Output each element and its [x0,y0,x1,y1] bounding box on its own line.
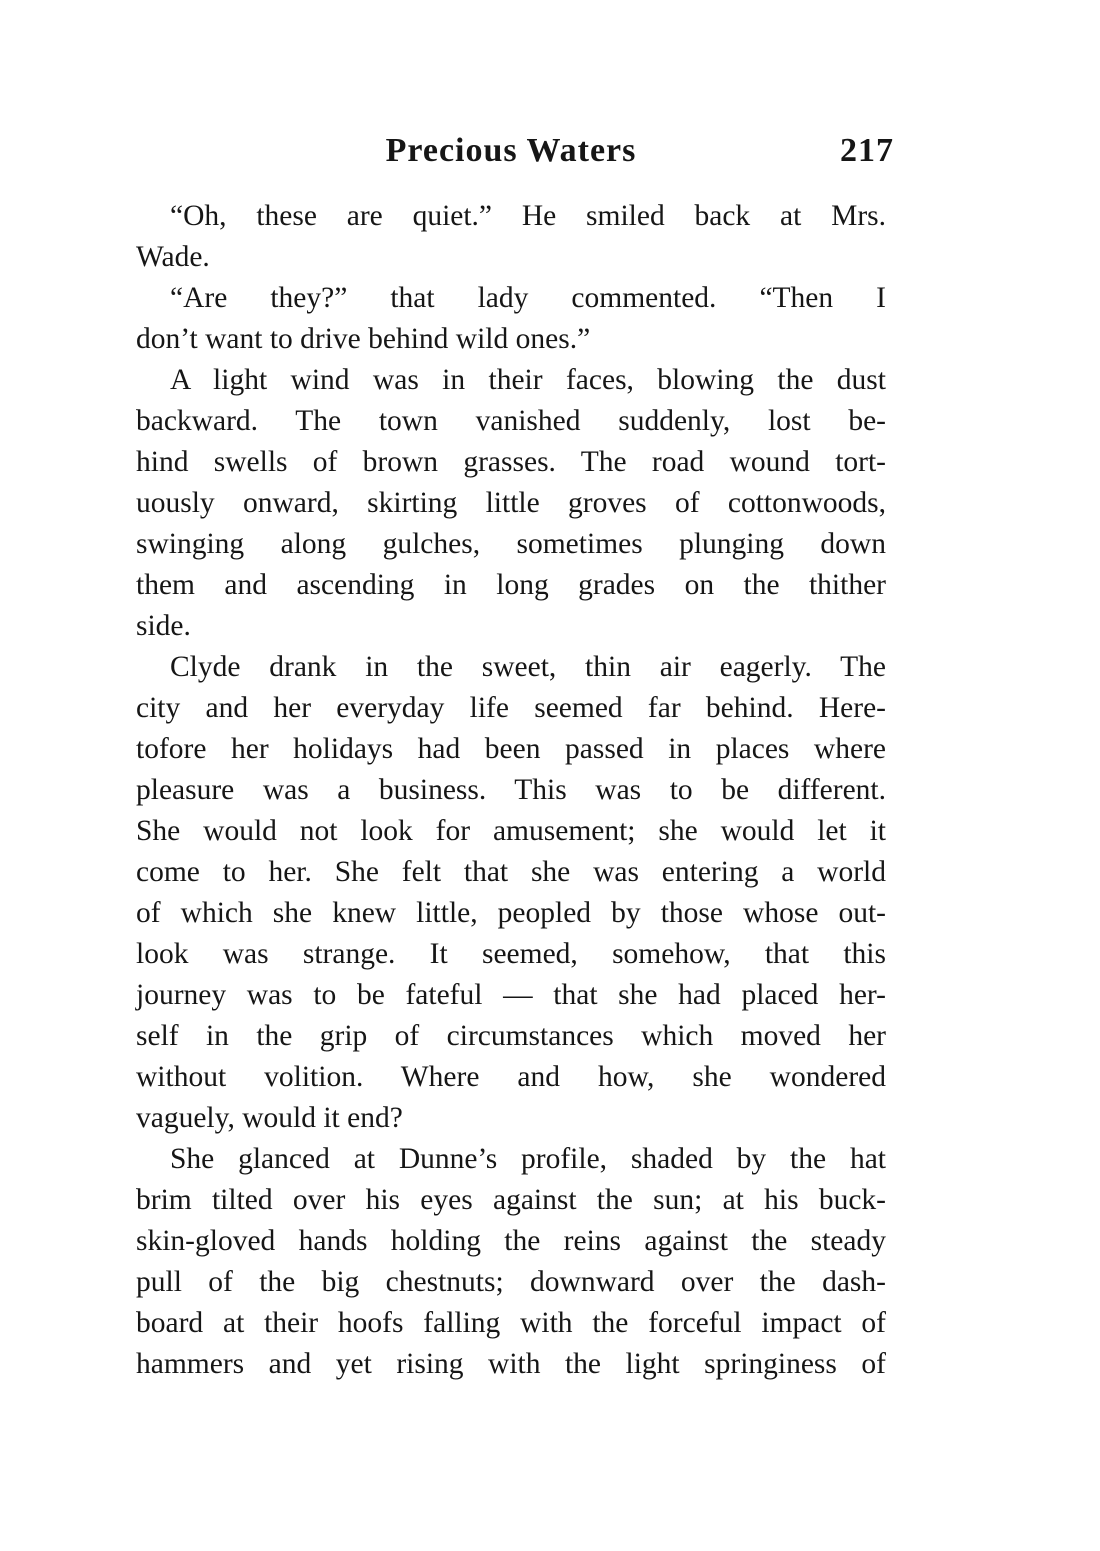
text-line: vaguely, would it end? [136,1102,403,1134]
text-line: pleasure was a business. This was to be different. [136,774,886,806]
text-line: city and her everyday life seemed far behind. Here- [136,692,886,724]
page-number: 217 [840,132,894,169]
text-line: swinging along gulches, sometimes plunging down [136,528,886,560]
text-line: of which she knew little, peopled by those whose out- [136,897,886,929]
text-line: She glanced at Dunne’s profile, shaded by the hat [170,1143,886,1175]
text-line: brim tilted over his eyes against the sun; at his buck- [136,1184,886,1216]
text-line: tofore her holidays had been passed in places where [136,733,886,765]
running-title: Precious Waters [385,132,637,169]
text-line: Clyde drank in the sweet, thin air eagerly. The [170,651,886,683]
text-line: uously onward, skirting little groves of cottonwoods, [136,487,886,519]
text-line: A light wind was in their faces, blowing the dust [170,364,886,396]
text-line: side. [136,610,191,642]
text-line: pull of the big chestnuts; downward over the dash- [136,1266,886,1298]
text-line: look was strange. It seemed, somehow, that this [136,938,886,970]
body-text [136,196,886,1385]
text-line: skin-gloved hands holding the reins against the steady [136,1225,886,1257]
text-line: board at their hoofs falling with the forceful impact of [136,1307,886,1339]
text-line: come to her. She felt that she was entering a world [136,856,886,888]
running-head [136,132,894,188]
text-line: Wade. [136,241,210,273]
text-line: don’t want to drive behind wild ones.” [136,323,591,355]
text-line: journey was to be fateful — that she had placed her- [136,979,886,1011]
text-line: She would not look for amusement; she would let it [136,815,886,847]
text-line: them and ascending in long grades on the thither [136,569,886,601]
text-line: backward. The town vanished suddenly, lost be- [136,405,886,437]
text-line: hind swells of brown grasses. The road wound tort- [136,446,886,478]
text-line: hammers and yet rising with the light springiness of [136,1348,886,1380]
text-line: self in the grip of circumstances which moved her [136,1020,886,1052]
text-line: “Oh, these are quiet.” He smiled back at Mrs. [170,200,886,232]
text-line: “Are they?” that lady commented. “Then I [170,282,886,314]
text-line: without volition. Where and how, she wondered [136,1061,886,1093]
